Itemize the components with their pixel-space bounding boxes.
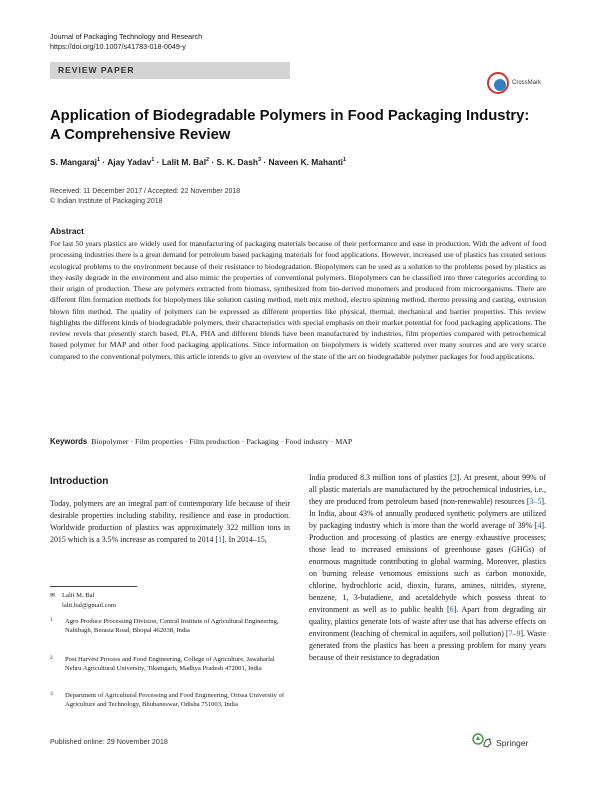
citation-link[interactable]: 1: [218, 535, 223, 544]
author-name[interactable]: Naveen K. Mahanti: [268, 157, 343, 167]
affiliation-text: Post Harvest Process and Food Engineering, College of Agriculture, Jawaharlal Nehru Agricultural University, Tikamgarh, Madhya Pradesh 472001, India: [65, 656, 275, 673]
body-text: ]. Apart from degrading air quality, plastics generate lots of waste after use that has adverse effects on environment (leaching of chemical in aquifers, soil pollution) [: [309, 605, 546, 638]
citation-link[interactable]: 6: [449, 605, 454, 614]
abstract-heading: Abstract: [50, 226, 84, 236]
author-affil: 3: [257, 157, 262, 164]
citation-link[interactable]: 3–5: [529, 497, 542, 506]
received-accepted-dates: Received: 11 December 2017 / Accepted: 22 November 2018: [50, 188, 241, 195]
contact-email[interactable]: lalit.bal@gmail.com: [62, 602, 117, 609]
doi-link[interactable]: https://doi.org/10.1007/s41783-018-0049-y: [50, 42, 186, 51]
affiliation-text: Department of Agricultural Processing and Food Engineering, Orissa University of Agriculture and Technology, Bhubaneswar, Odisha 751003, India: [65, 692, 285, 709]
body-text: ]. Waste generated from the plastics has been a pressing problem for many years because of their resistance to degradation: [309, 629, 547, 662]
intro-text: Today, polymers are an integral part of contemporary life because of their desirable properties including stability, resilience and ease in production. Worldwide production of plastics was approximately 322 million tons in 2015 which is a 3.5% increase as compared to 2014 [: [50, 499, 290, 544]
keywords-list: Biopolymer · Film properties · Film production · Packaging · Food industry · MAP: [91, 437, 353, 446]
introduction-paragraph: [50, 498, 290, 546]
author-name[interactable]: Ajay Yadav: [107, 157, 152, 167]
author-name[interactable]: Lalit M. Bal: [161, 157, 207, 167]
corresponding-author: [50, 591, 116, 610]
author-affil: 1: [97, 157, 101, 164]
author-affil: 1: [151, 157, 155, 164]
journal-name: Journal of Packaging Technology and Research: [50, 32, 203, 41]
body-column-2: [309, 472, 546, 664]
affiliation-number: 3: [50, 691, 53, 697]
affiliation-number: 1: [50, 617, 53, 623]
journal-header: [50, 32, 202, 52]
body-text: ]. Production and processing of plastics are energy exhaustive processes; those lead to increased emissions of greenhouse gases (GHGs) of enormous magnitude contributing to global warming. Moreover, plastics on burning release venomous emissions such as carbon monoxide, chlorine, hydrochloric acid, dioxin, furans, amines, nitrides, styrene, benzene, 1, 3-butadiene, and acetaldehyde which possess threat to environment as well as to public health [: [309, 521, 546, 614]
copyright-line: © Indian Institute of Packaging 2018: [50, 197, 163, 205]
affiliation-2: [50, 655, 290, 674]
crossmark-label: CrossMark: [512, 80, 542, 86]
article-dates: [50, 187, 240, 206]
citation-link[interactable]: 7–9: [508, 629, 521, 638]
crossmark-badge[interactable]: [487, 72, 547, 98]
affiliation-1: [50, 617, 290, 636]
affiliation-text: Agro Produce Processing Division, Central Institute of Agricultural Engineering, Nabibagh, Berasia Road, Bhopal 462038, India: [65, 618, 279, 635]
title-line-2: A Comprehensive Review: [50, 127, 231, 143]
affiliation-number: 2: [50, 655, 53, 661]
published-online: Published online: 29 November 2018: [50, 737, 168, 746]
author-separator: ·: [261, 157, 269, 167]
envelope-icon: ✉: [50, 593, 56, 599]
publisher-name: Springer: [496, 738, 529, 748]
citation-link[interactable]: 4: [537, 521, 542, 530]
introduction-heading: Introduction: [50, 476, 109, 487]
title-line-1: Application of Biodegradable Polymers in Food Packaging Industry:: [50, 108, 530, 124]
author-list: [50, 157, 346, 167]
footnote-divider: [50, 586, 137, 587]
affiliation-3: [50, 691, 290, 710]
body-text: India produced 8.3 million tons of plastics [: [309, 473, 453, 482]
contact-name: Lalit M. Bal: [62, 592, 95, 599]
author-name[interactable]: S. K. Dash: [216, 157, 258, 167]
author-affil: 2: [206, 157, 210, 164]
keywords-line: [50, 437, 352, 446]
article-type-label: REVIEW PAPER: [58, 65, 135, 75]
body-text: ]. In India, about 43% of annually produced synthetic polymers are utilized by packaging industry which is more than the world average of 39% [: [309, 497, 546, 530]
abstract-text: For last 50 years plastics are widely used for manufacturing of packaging materials because of their performance and ease in production. With the advent of food processing industries there is a great demand for petroleum based packaging materials for food applications. However, increased use of plastics has created serious ecological problems to the environment because of their resistance to biodegradation. Biopolymers can be used as a solution to the problems posed by plastics as they easily degrade in the environment and also mimic the properties of conventional polymers. Biopolymers can be classified into three categories according to their origin of production. These are polymers extracted from biomass, synthesized from bio-derived monomers and produced from microorganisms. There are different film formation methods for biopolymers like solution casting method, melt mix method, electro spinning method, thermo pressing and casting, extrusion blown film method. The quality of polymers can be expressed as different properties like physical, thermal, mechanical and barrier properties. This review highlights the different kinds of biodegradable polymers, their characteristics with special emphasis on their market potential for food packaging applications. The review revels that presently starch based, PLA, PHA and different blends have been manufactured by industries, film properties compared with petrochemical based polymer for MAP and other food packaging applications. Since information on biopolymers is widely scattered over many sources and are very scarce compared to the conventional polymers, this article intends to give an overview of the state of the art on biodegradable polymer packages for food applications.: [50, 239, 546, 361]
paper-title: [50, 107, 550, 145]
author-name[interactable]: S. Mangaraj: [50, 157, 98, 167]
author-separator: ·: [209, 157, 217, 167]
springer-horse-icon: [482, 737, 493, 748]
keywords-label: Keywords: [50, 437, 88, 446]
citation-link[interactable]: 2: [452, 473, 457, 482]
author-separator: ·: [100, 157, 108, 167]
body-text: ]. At present, about 99% of all plastic materials are manufactured by the petrochemical industries, i.e., they are produced from petroleum based (non-renewable) resources [: [309, 473, 546, 506]
author-affil: 1: [342, 157, 347, 164]
publisher-logo: [482, 737, 528, 748]
author-separator: ·: [154, 157, 162, 167]
crossmark-icon: [487, 72, 509, 94]
intro-text: ]. In 2014–15,: [222, 535, 267, 544]
